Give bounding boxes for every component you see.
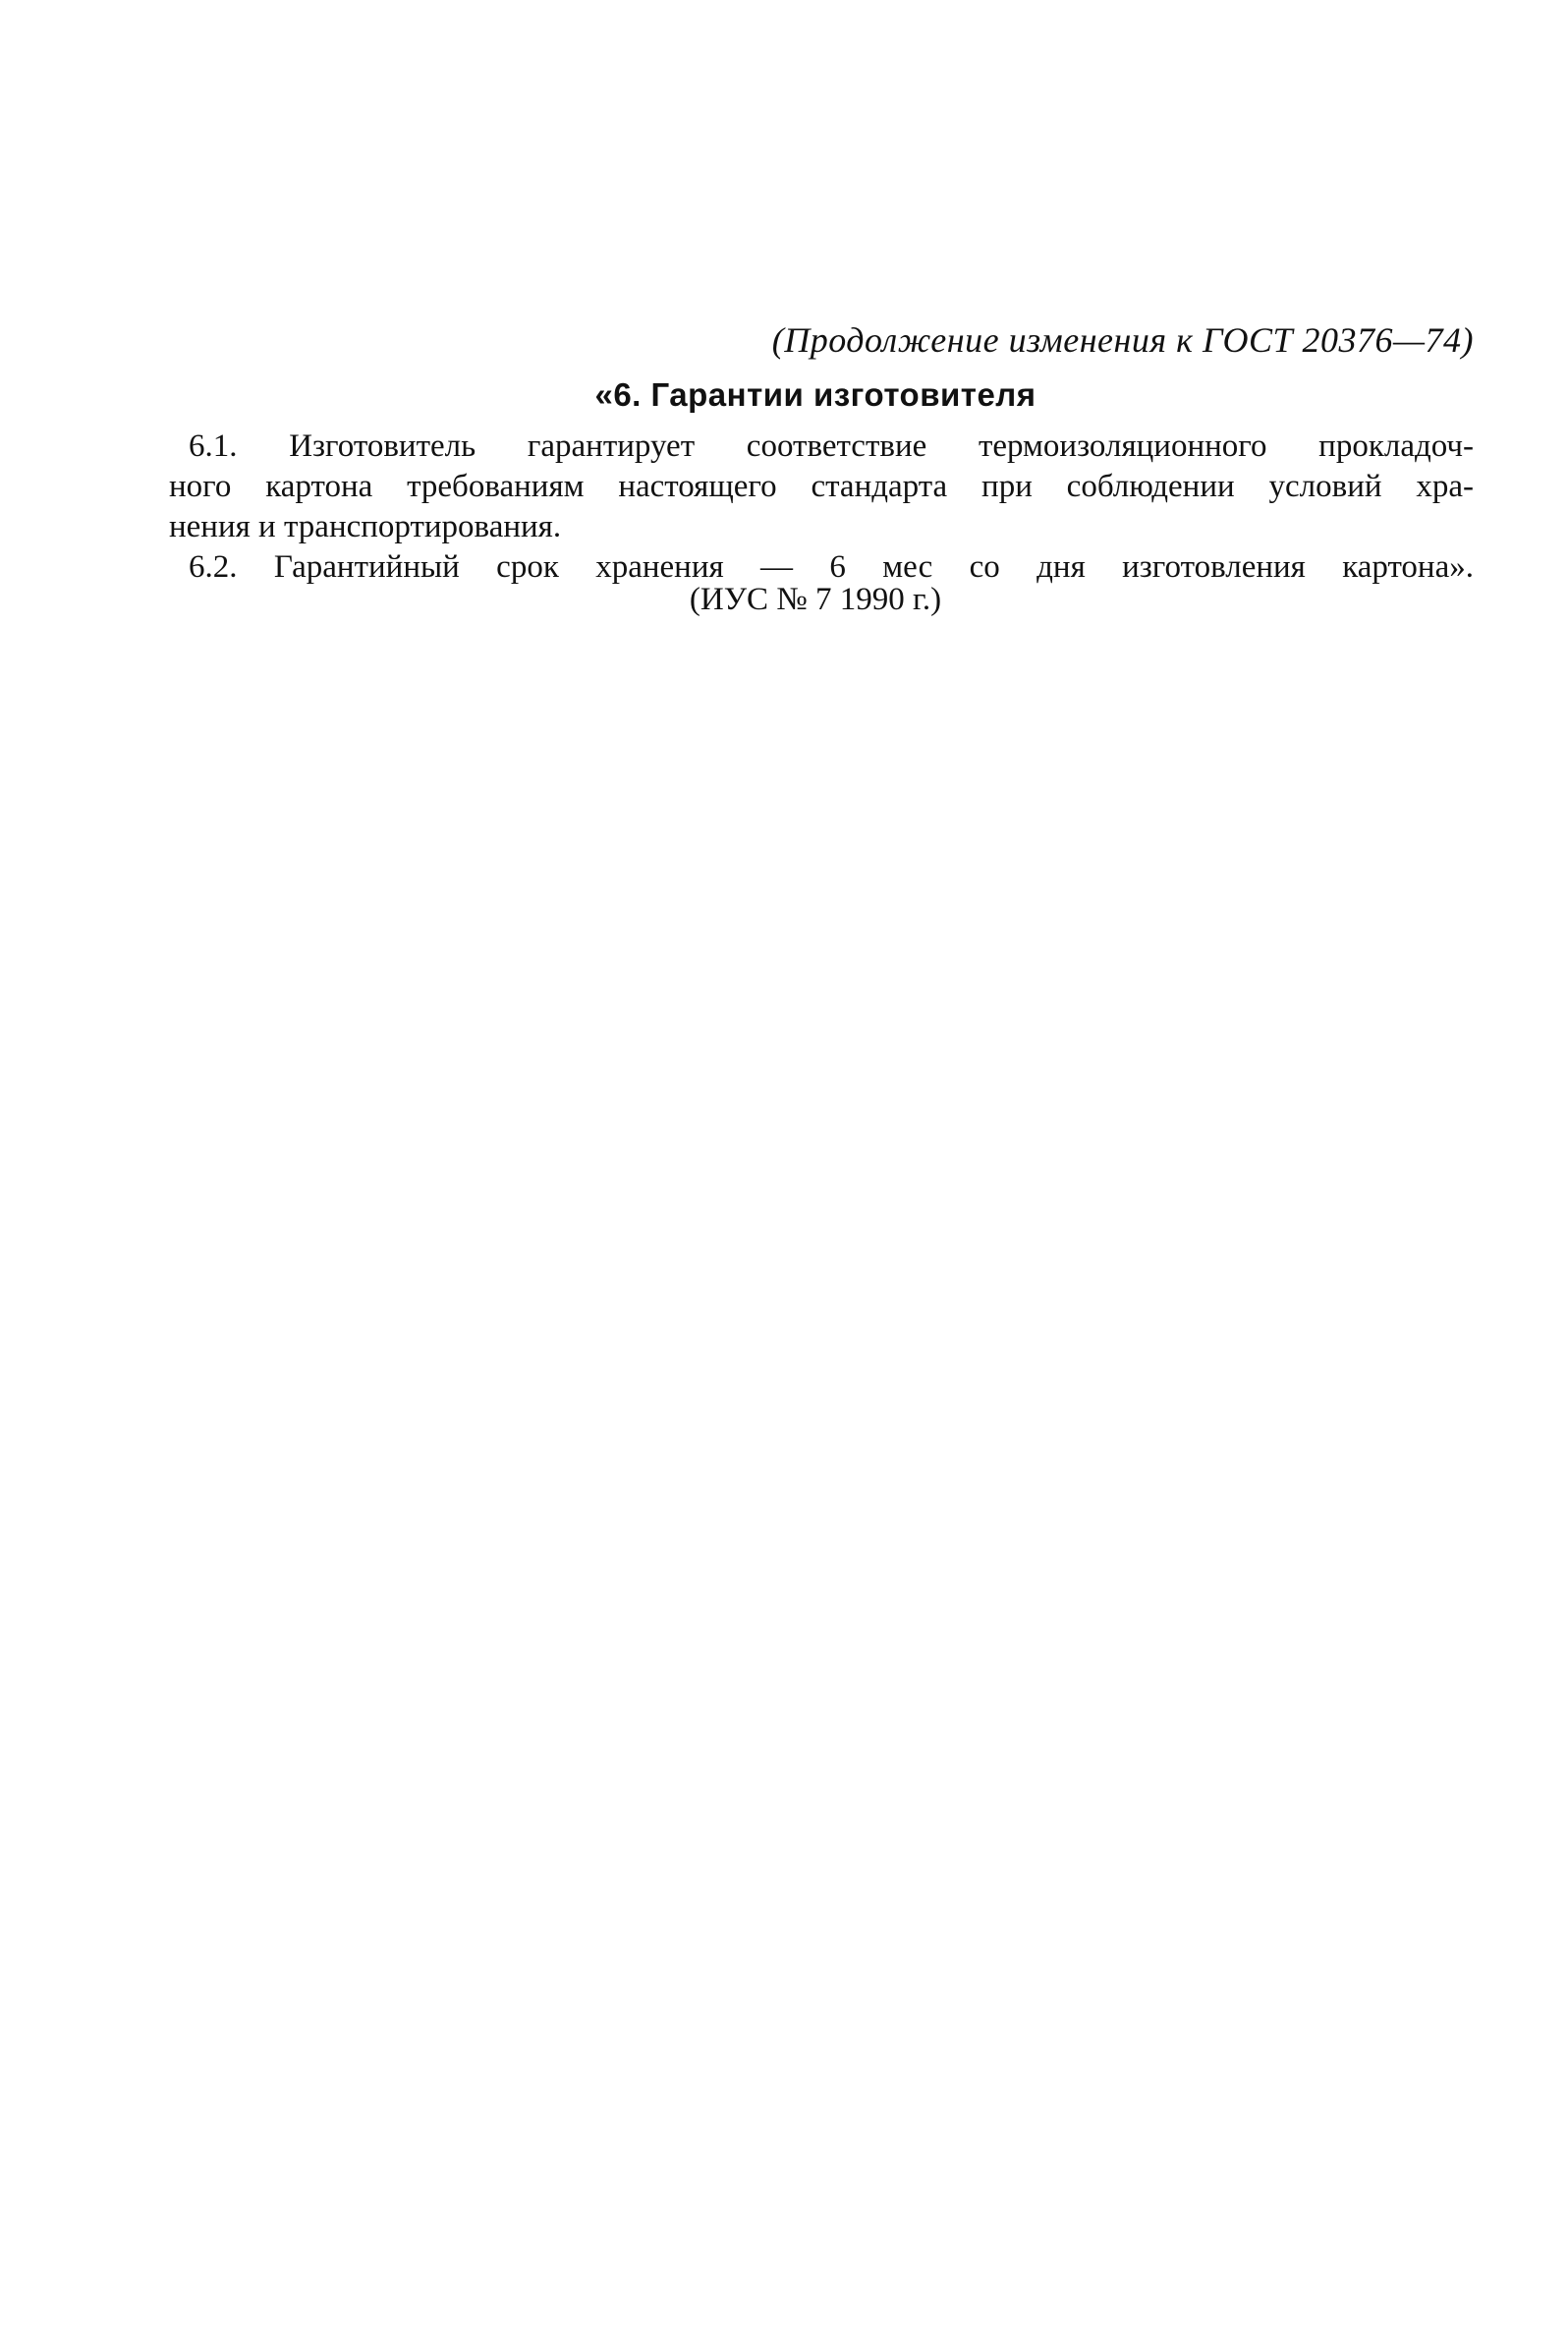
section-title: «6. Гарантии изготовителя bbox=[594, 376, 1036, 413]
clause-6-2-line-1: 6.2. Гарантийный срок хранения — 6 мес со дня изготовления картона». bbox=[189, 549, 1474, 585]
clauses bbox=[157, 427, 1474, 588]
clause-6-1-line-3: нения и транспортирования. bbox=[169, 509, 562, 544]
clause-6-1-line-2: ного картона требованиям настоящего стандарта при соблюдении условий хра- bbox=[169, 469, 1474, 504]
clause-6-1-line-1: 6.1. Изготовитель гарантирует соответствие термоизоляционного прокладоч- bbox=[189, 428, 1474, 464]
clause-6-1 bbox=[157, 427, 1474, 547]
source-note: (ИУС № 7 1990 г.) bbox=[689, 582, 942, 617]
continuation-note: (Продолжение изменения к ГОСТ 20376—74) bbox=[771, 320, 1474, 360]
